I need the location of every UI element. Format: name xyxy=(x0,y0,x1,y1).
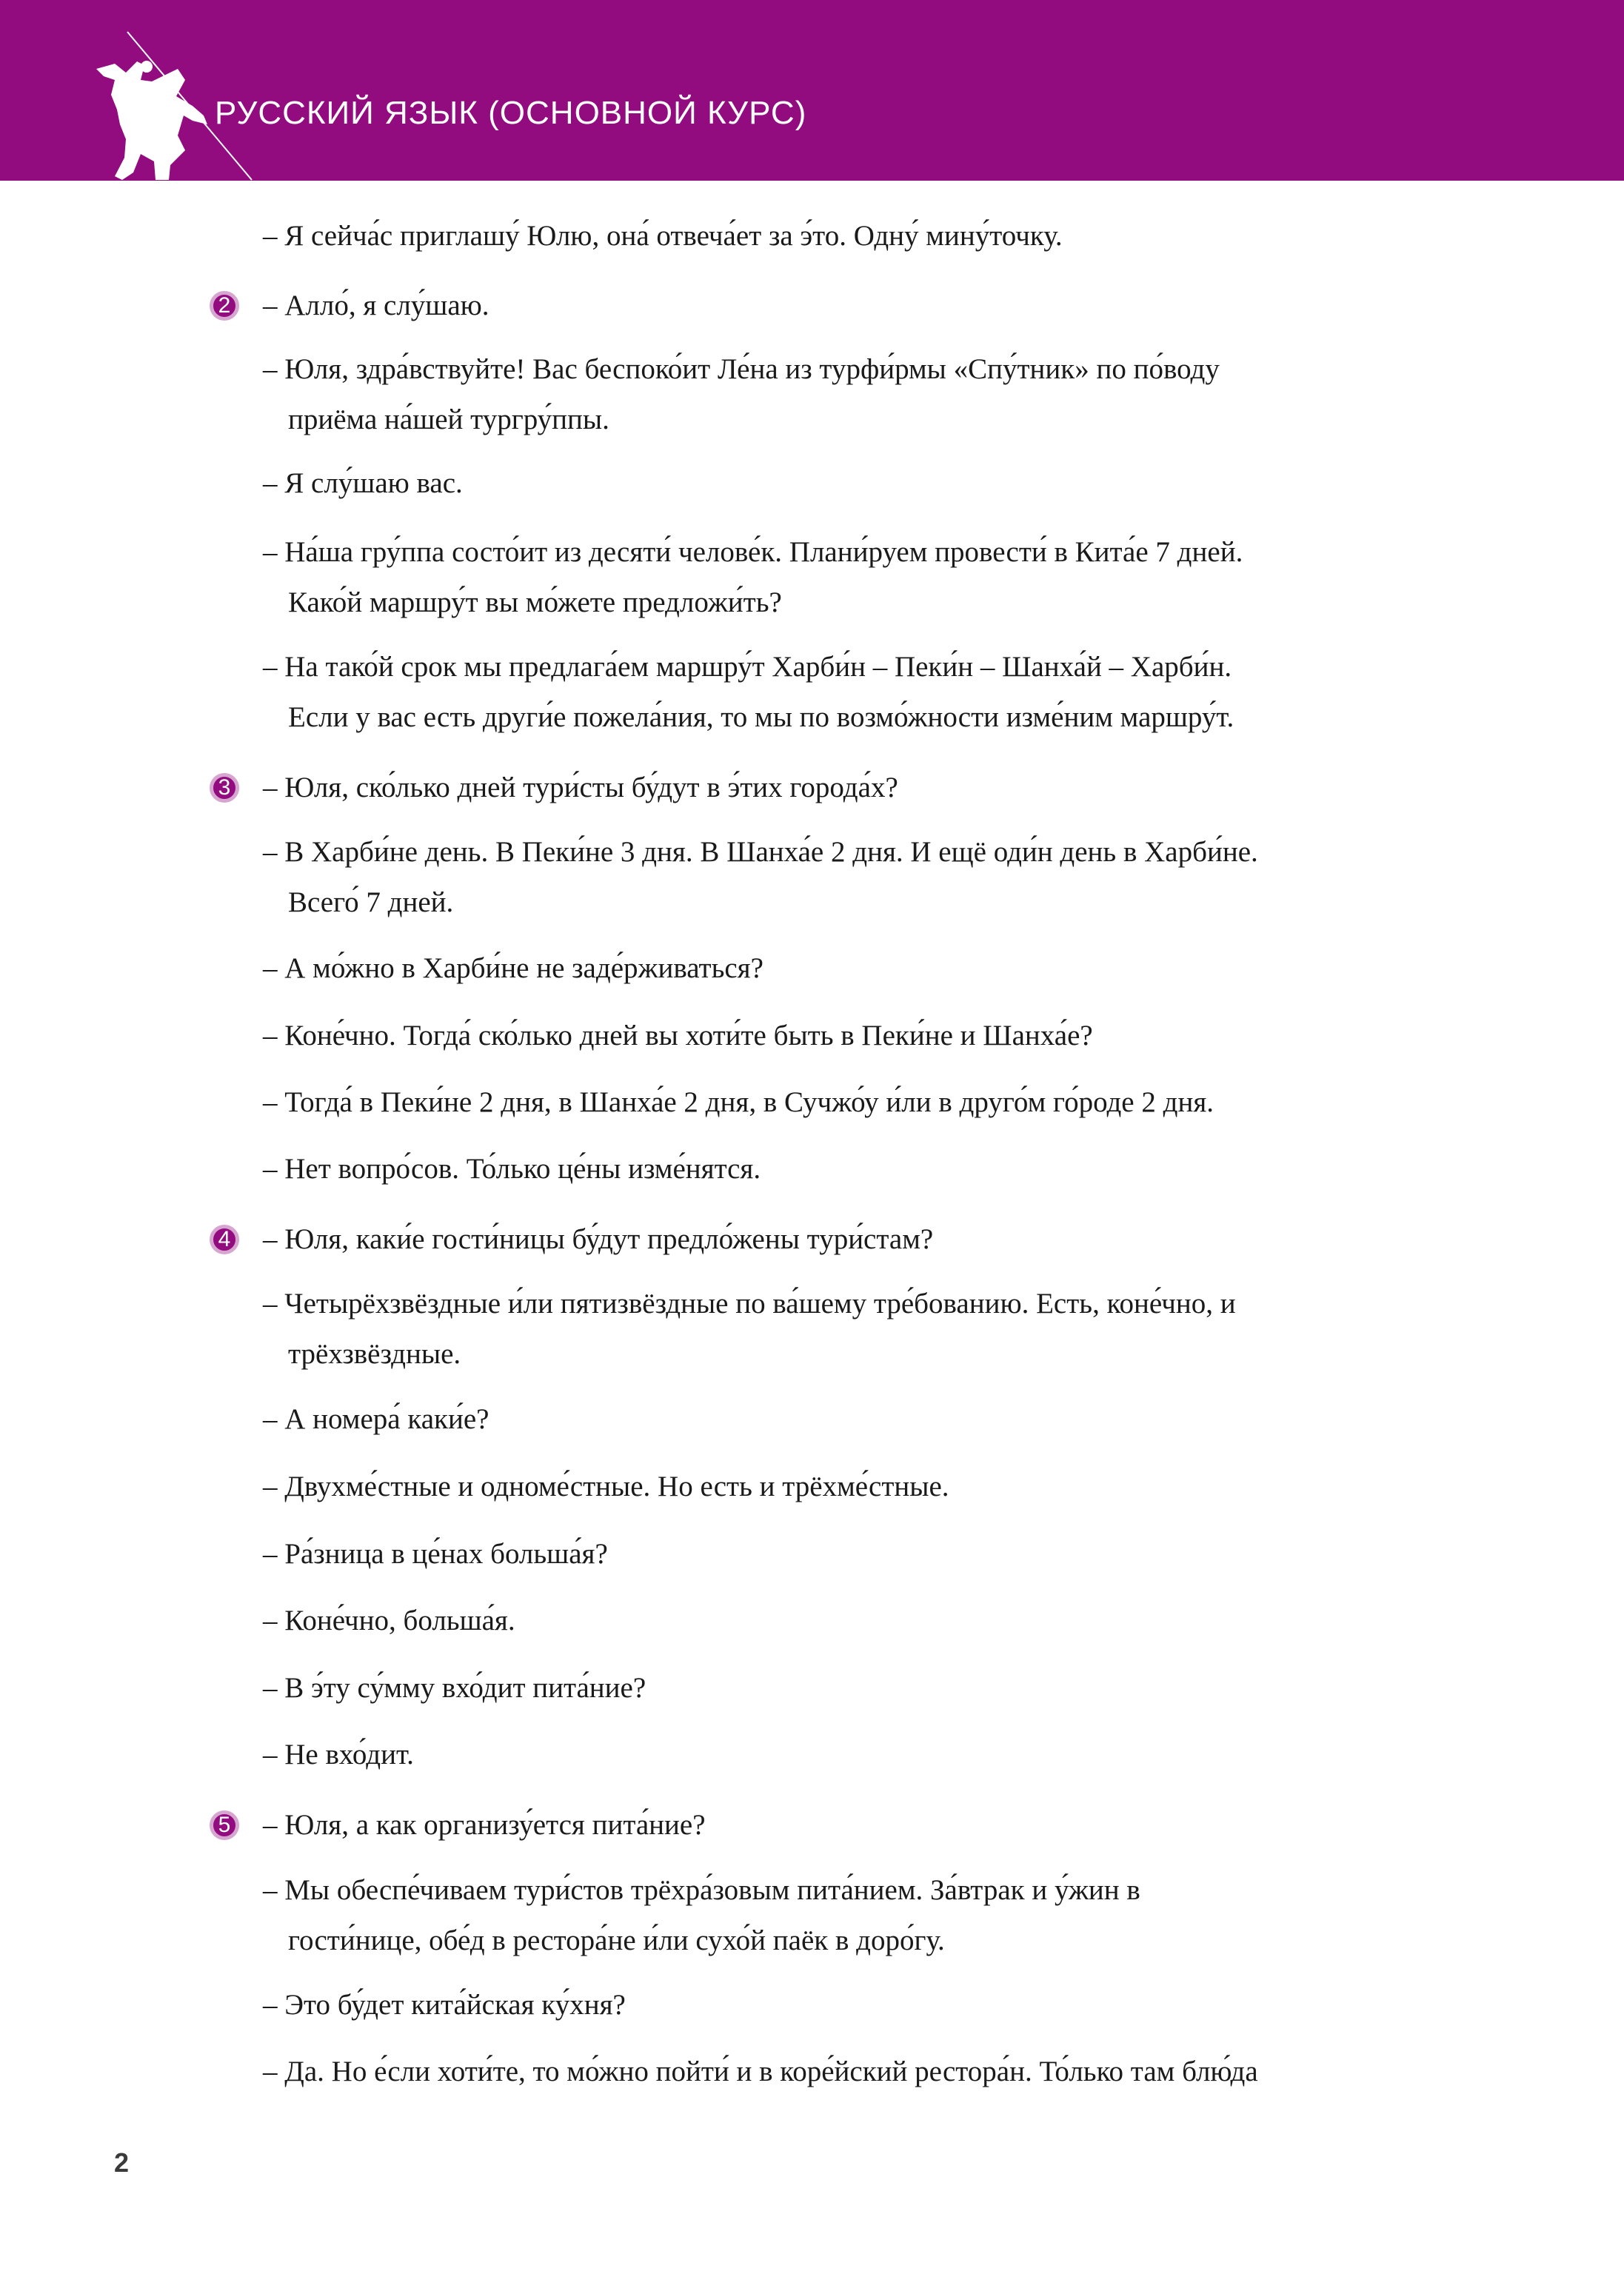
dialogue-line: – Юля, каки́е гости́ницы бу́дут предло́жены тури́стам? xyxy=(263,1223,934,1255)
dialogue-line-continuation: Всего́ 7 дней. xyxy=(288,886,454,918)
dialogue-line: – Четырёхзвёздные и́ли пятизвёздные по ва́шему тре́бованию. Есть, коне́чно, и xyxy=(263,1288,1236,1320)
dialogue-line-continuation: трёхзвёздные. xyxy=(288,1338,461,1370)
dialogue-line: – Коне́чно. Тогда́ ско́лько дней вы хоти́те быть в Пеки́не и Шанха́е? xyxy=(263,1020,1093,1051)
section-number-badge: 2 xyxy=(210,291,239,321)
page-number: 2 xyxy=(114,2147,130,2178)
header-title: РУССКИЙ ЯЗЫК (ОСНОВНОЙ КУРС) xyxy=(215,95,807,131)
dialogue-line: – В Харби́не день. В Пеки́не 3 дня. В Шанха́е 2 дня. И ещё оди́н день в Харби́не. xyxy=(263,836,1258,868)
dialogue-line: – Тогда́ в Пеки́не 2 дня, в Шанха́е 2 дня, в Сучжо́у и́ли в друго́м го́роде 2 дня. xyxy=(263,1086,1214,1118)
dialogue-line-continuation: Если у вас есть други́е пожела́ния, то мы по возмо́жности изме́ним маршру́т. xyxy=(288,701,1234,733)
section-number-badge: 3 xyxy=(210,773,239,803)
dialogue-line: – Юля, ско́лько дней тури́сты бу́дут в э́тих города́х? xyxy=(263,772,898,803)
dialogue-line-continuation: приёма на́шей тургру́ппы. xyxy=(288,404,609,435)
dialogue-line: – Это бу́дет кита́йская ку́хня? xyxy=(263,1989,626,2021)
dialogue-line: – На тако́й срок мы предлага́ем маршру́т Харби́н – Пеки́н – Шанха́й – Харби́н. xyxy=(263,651,1232,683)
page-header xyxy=(0,0,1624,181)
dialogue-line: – Мы обеспе́чиваем тури́стов трёхра́зовым пита́нием. За́втрак и у́жин в xyxy=(263,1874,1140,1906)
dialogue-line: – Да. Но е́сли хоти́те, то мо́жно пойти́ и в коре́йский рестора́н. То́лько там блю́да xyxy=(263,2056,1258,2087)
dialogue-line-continuation: Како́й маршру́т вы мо́жете предложи́ть? xyxy=(288,586,782,618)
dialogue-line: – Юля, здра́вствуйте! Вас беспоко́ит Ле́на из турфи́рмы «Спу́тник» по по́воду xyxy=(263,353,1220,385)
dialogue-line: – А номера́ каки́е? xyxy=(263,1403,489,1435)
dialogue-line: – В э́ту су́мму вхо́дит пита́ние? xyxy=(263,1672,646,1704)
dialogue-line: – Ра́зница в це́нах больша́я? xyxy=(263,1538,608,1570)
dialogue-line: – Не вхо́дит. xyxy=(263,1739,414,1770)
dialogue-line: – Я сейча́с приглашу́ Юлю, она́ отвеча́ет за э́то. Одну́ мину́точку. xyxy=(263,220,1063,252)
dialogue-line: – Коне́чно, больша́я. xyxy=(263,1605,515,1636)
dialogue-line: – Алло́, я слу́шаю. xyxy=(263,290,489,321)
dialogue-line: – На́ша гру́ппа состо́ит из десяти́ челове́к. Плани́руем провести́ в Кита́е 7 дней. xyxy=(263,536,1243,568)
dialogue-line: – Нет вопро́сов. То́лько це́ны изме́нятся. xyxy=(263,1153,761,1185)
dialogue-line: – Юля, а как организу́ется пита́ние? xyxy=(263,1809,706,1841)
dialogue-line: – А мо́жно в Харби́не не заде́рживаться? xyxy=(263,952,763,984)
dialogue-line: – Я слу́шаю вас. xyxy=(263,467,463,499)
dialogue-line-continuation: гости́нице, обе́д в рестора́не и́ли сухо́й паёк в доро́гу. xyxy=(288,1924,945,1956)
section-number-badge: 5 xyxy=(210,1810,239,1840)
dialogue-line: – Двухме́стные и одноме́стные. Но есть и трёхме́стные. xyxy=(263,1471,949,1502)
section-number-badge: 4 xyxy=(210,1225,239,1254)
